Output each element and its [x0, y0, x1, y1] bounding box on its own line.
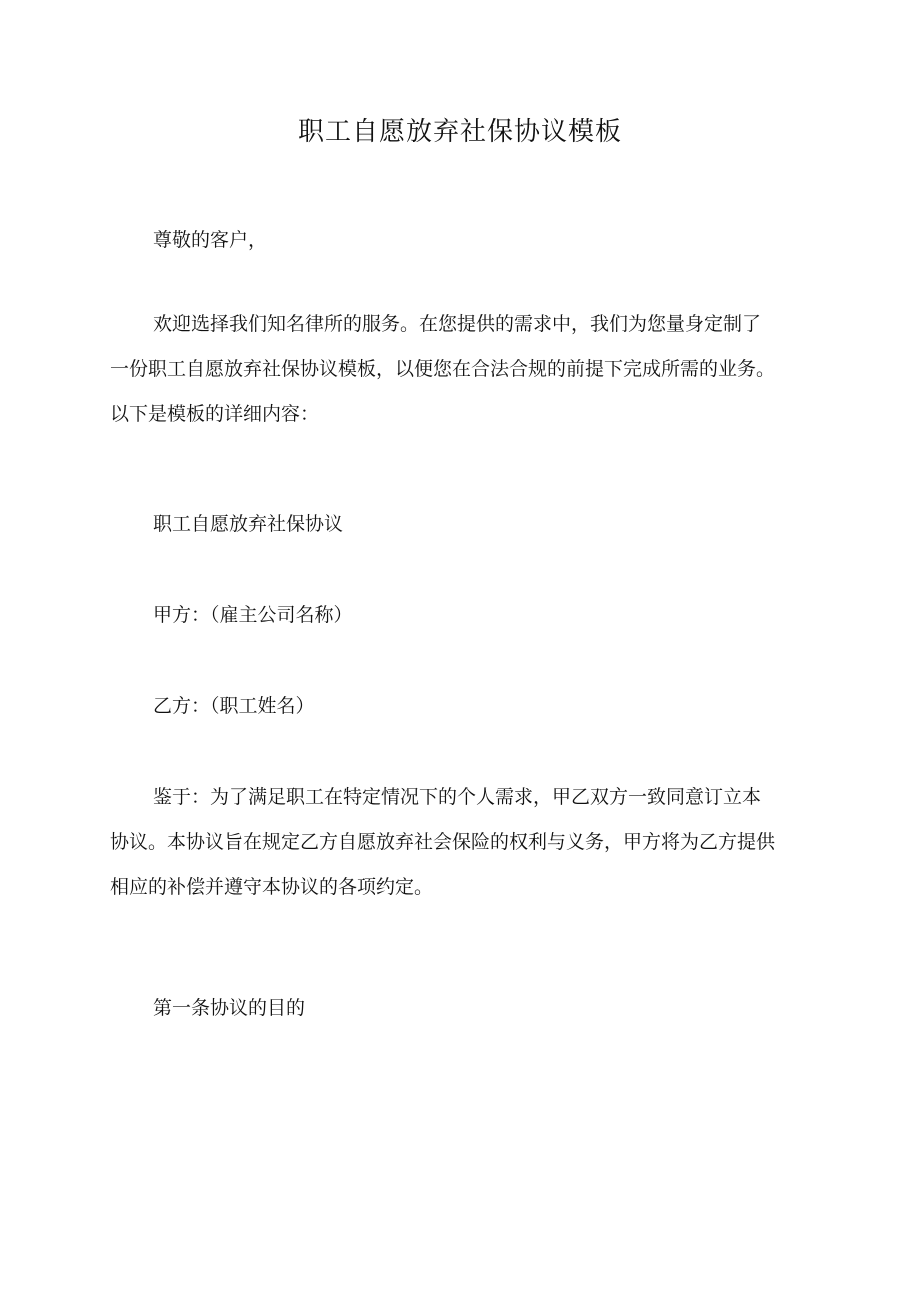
intro-line-3: 以下是模板的详细内容： [110, 403, 320, 425]
agreement-title: 职工自愿放弃社保协议 [153, 513, 344, 535]
whereas-line-3: 相应的补偿并遵守本协议的各项约定。 [110, 876, 434, 898]
greeting: 尊敬的客户， [153, 229, 268, 251]
intro-paragraph [110, 302, 814, 437]
document-title: 职工自愿放弃社保协议模板 [297, 117, 622, 147]
whereas-paragraph [110, 775, 814, 910]
party-b: 乙方：（职工姓名） [153, 695, 315, 717]
party-a: 甲方：（雇主公司名称） [153, 604, 353, 626]
intro-line-1: 欢迎选择我们知名律所的服务。在您提供的需求中，我们为您量身定制了 [153, 313, 762, 335]
whereas-line-1: 鉴于：为了满足职工在特定情况下的个人需求，甲乙双方一致同意订立本 [153, 786, 762, 808]
article-1-title: 第一条协议的目的 [153, 997, 306, 1019]
intro-line-2: 一份职工自愿放弃社保协议模板，以便您在合法合规的前提下完成所需的业务。 [110, 358, 776, 380]
whereas-line-2: 协议。本协议旨在规定乙方自愿放弃社会保险的权利与义务，甲方将为乙方提供 [110, 831, 776, 853]
